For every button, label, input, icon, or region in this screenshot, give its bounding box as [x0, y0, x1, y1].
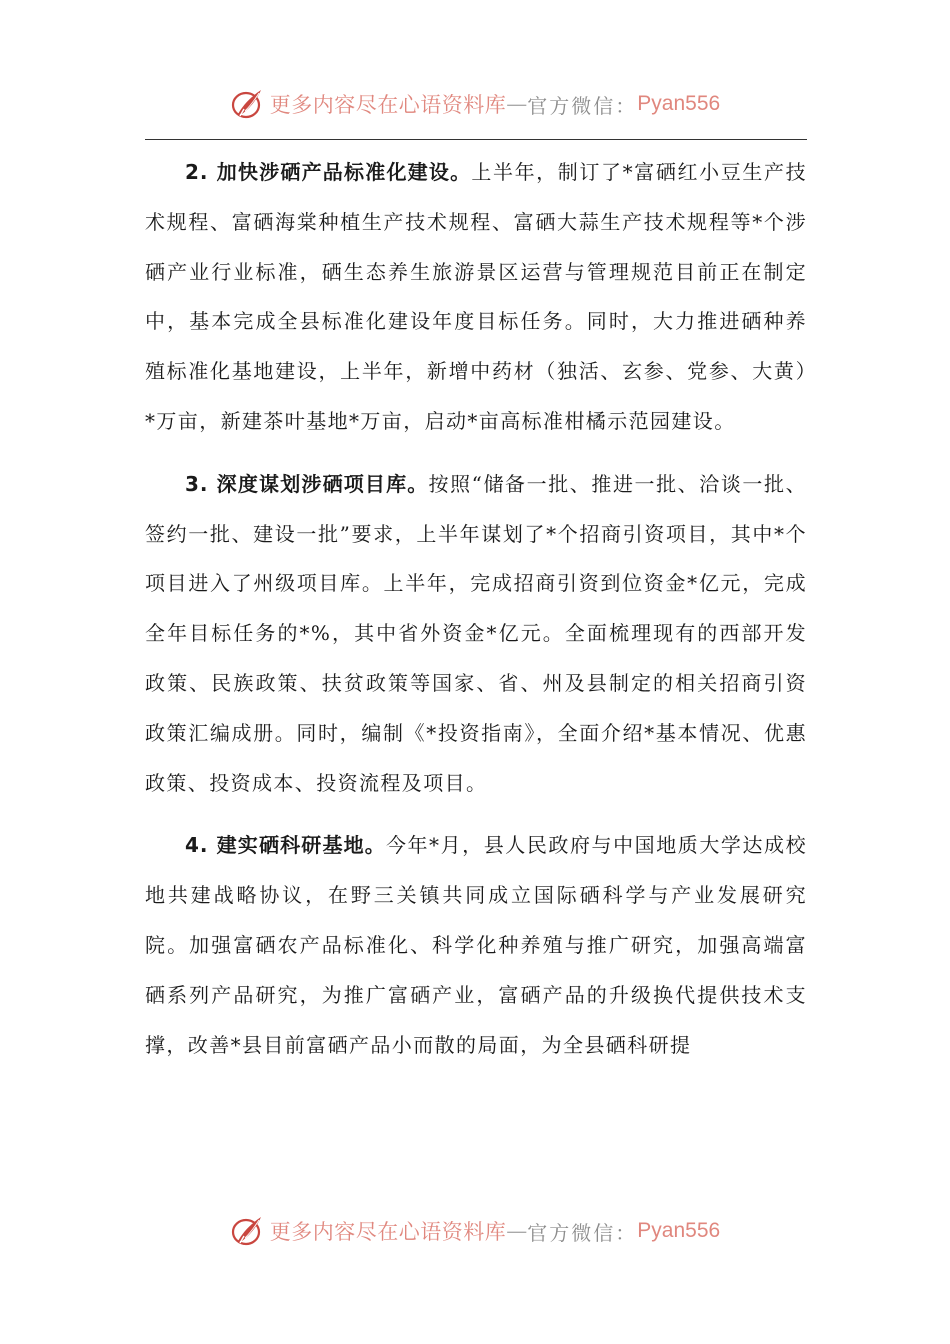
banner-wechat-id: Pyan556 [637, 1219, 721, 1242]
banner-wechat-id: Pyan556 [637, 92, 721, 115]
document-body [145, 148, 807, 1070]
paragraph-heading: 2. 加快涉硒产品标准化建设。 [185, 160, 472, 184]
banner-main-text: 更多内容尽在心语资料库 [269, 1220, 507, 1244]
header-banner [0, 84, 950, 124]
paragraph-2 [145, 148, 807, 447]
paragraph-text: 上半年，制订了*富硒红小豆生产技术规程、富硒海棠种植生产技术规程、富硒大蒜生产技术规程等*个涉硒产业行业标准，硒生态养生旅游景区运营与管理规范目前正在制定中，基本完成全县标准化建设年度目标任务。同时，大力推进硒种养殖标准化基地建设，上半年，新增中药材（独活、玄参、党参、大黄）*万亩，新建茶叶基地*万亩，启动*亩高标准柑橘示范园建设。 [145, 160, 808, 433]
header-rule [145, 139, 807, 140]
paragraph-heading: 4. 建实硒科研基地。 [185, 833, 386, 858]
footer-banner [0, 1211, 950, 1251]
quill-pen-logo-icon [230, 1214, 266, 1248]
banner-separator: — [506, 1219, 528, 1243]
quill-pen-logo-icon [230, 87, 266, 121]
paragraph-3 [145, 460, 807, 809]
banner-label: 官方微信： [527, 1220, 638, 1245]
banner-separator: — [506, 92, 528, 116]
banner-label: 官方微信： [527, 93, 638, 118]
paragraph-text: 按照“储备一批、推进一批、洽谈一批、签约一批、建设一批”要求，上半年谋划了*个招商引资项目，其中*个项目进入了州级项目库。上半年，完成招商引资到位资金*亿元，完成全年目标任务的*%，其中省外资金*亿元。全面梳理现有的西部开发政策、民族政策、扶贫政策等国家、省、州及县制定的相关招商引资政策汇编成册。同时，编制《*投资指南》，全面介绍*基本情况、优惠政策、投资成本、投资流程及项目。 [145, 471, 807, 795]
paragraph-heading: 3. 深度谋划涉硒项目库。 [185, 471, 429, 496]
banner-main-text: 更多内容尽在心语资料库 [269, 93, 507, 117]
paragraph-text: 今年*月，县人民政府与中国地质大学达成校地共建战略协议，在野三关镇共同成立国际硒科学与产业发展研究院。加强富硒农产品标准化、科学化种养殖与推广研究，加强高端富硒系列产品研究，为推广富硒产业，富硒产品的升级换代提供技术支撑，改善*县目前富硒产品小而散的局面，为全县硒科研提 [145, 833, 808, 1057]
paragraph-4 [145, 821, 807, 1070]
